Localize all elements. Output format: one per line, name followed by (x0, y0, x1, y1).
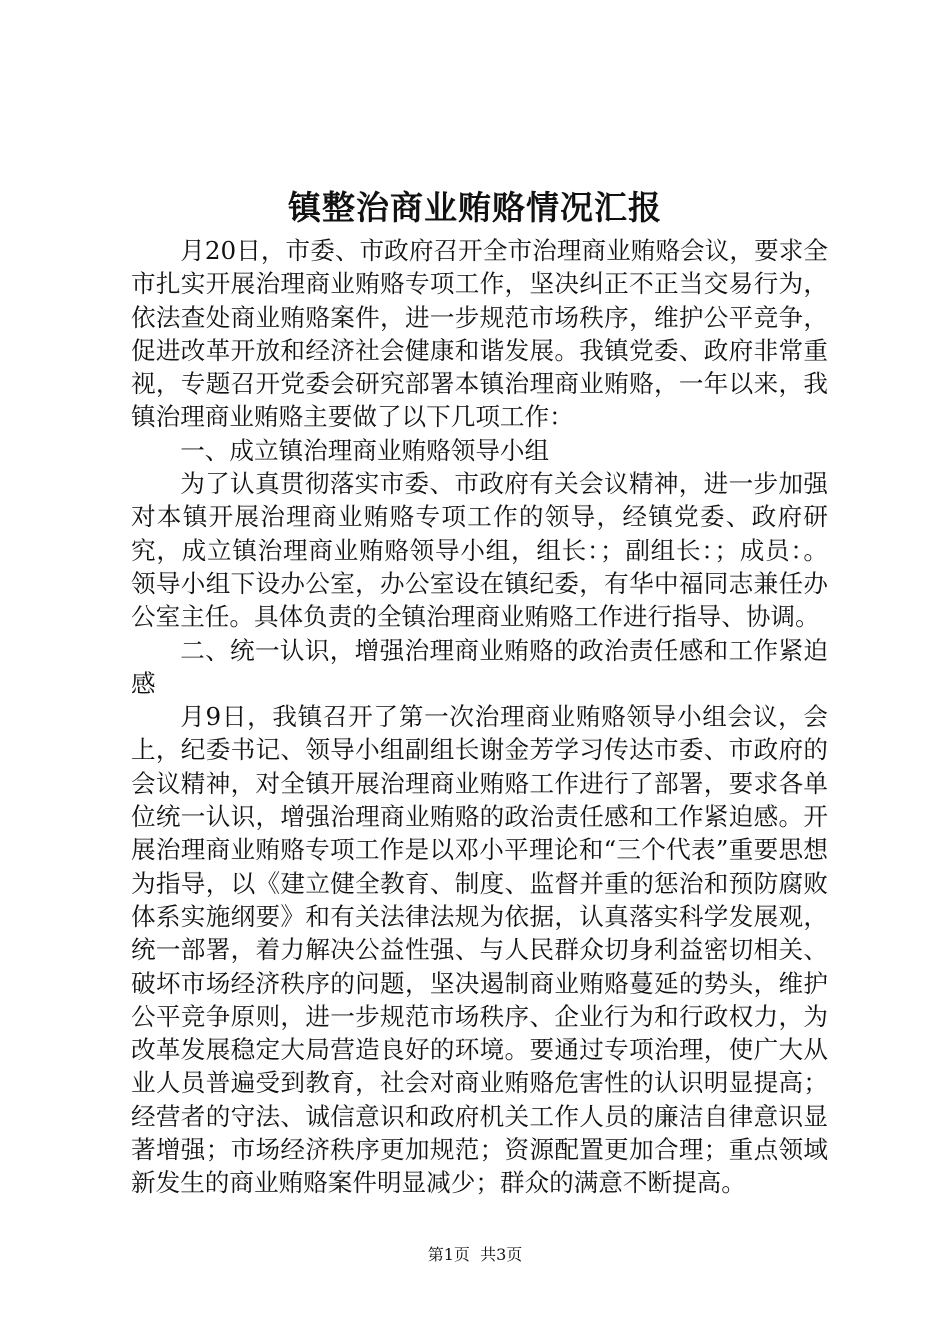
paragraph-section-1: 为了认真贯彻落实市委、市政府有关会议精神，进一步加强对本镇开展治理商业贿赂专项工作的领导，经镇党委、政府研究，成立镇治理商业贿赂领导小组，组长：；副组长：；成员：。领导小组下设办公室，办公室设在镇纪委，有华中福同志兼任办公室主任。具体负责的全镇治理商业贿赂工作进行指导、协调。 (131, 469, 828, 632)
document-body (131, 234, 828, 1200)
page-number: 第1页 (427, 1245, 470, 1264)
paragraph-section-2: 月9日，我镇召开了第一次治理商业贿赂领导小组会议，会上，纪委书记、领导小组副组长谢金芳学习传达市委、市政府的会议精神，对全镇开展治理商业贿赂工作进行了部署，要求各单位统一认识，增强治理商业贿赂的政治责任感和工作紧迫感。开展治理商业贿赂专项工作是以邓小平理论和“三个代表”重要思想为指导，以《建立健全教育、制度、监督并重的惩治和预防腐败体系实施纲要》和有关法律法规为依据，认真落实科学发展观，统一部署，着力解决公益性强、与人民群众切身利益密切相关、破坏市场经济秩序的问题，坚决遏制商业贿赂蔓延的势头，维护公平竞争原则，进一步规范市场秩序、企业行为和行政权力，为改革发展稳定大局营造良好的环境。要通过专项治理，使广大从业人员普遍受到教育，社会对商业贿赂危害性的认识明显提高；经营者的守法、诚信意识和政府机关工作人员的廉洁自律意识显著增强；市场经济秩序更加规范；资源配置更加合理；重点领域新发生的商业贿赂案件明显减少；群众的满意不断提高。 (131, 702, 828, 1198)
document-title: 镇整治商业贿赂情况汇报 (288, 188, 662, 227)
page-footer (0, 1244, 950, 1266)
page-total: 共3页 (480, 1245, 523, 1264)
paragraph-intro: 月20日，市委、市政府召开全市治理商业贿赂会议，要求全市扎实开展治理商业贿赂专项工作，坚决纠正不正当交易行为，依法查处商业贿赂案件，进一步规范市场秩序，维护公平竞争，促进改革开放和经济社会健康和谐发展。我镇党委、政府非常重视，专题召开党委会研究部署本镇治理商业贿赂，一年以来，我镇治理商业贿赂主要做了以下几项工作： (131, 236, 828, 432)
section-heading-1: 一、成立镇治理商业贿赂领导小组 (180, 435, 550, 465)
section-heading-2: 二、统一认识，增强治理商业贿赂的政治责任感和工作紧迫感 (131, 635, 828, 698)
